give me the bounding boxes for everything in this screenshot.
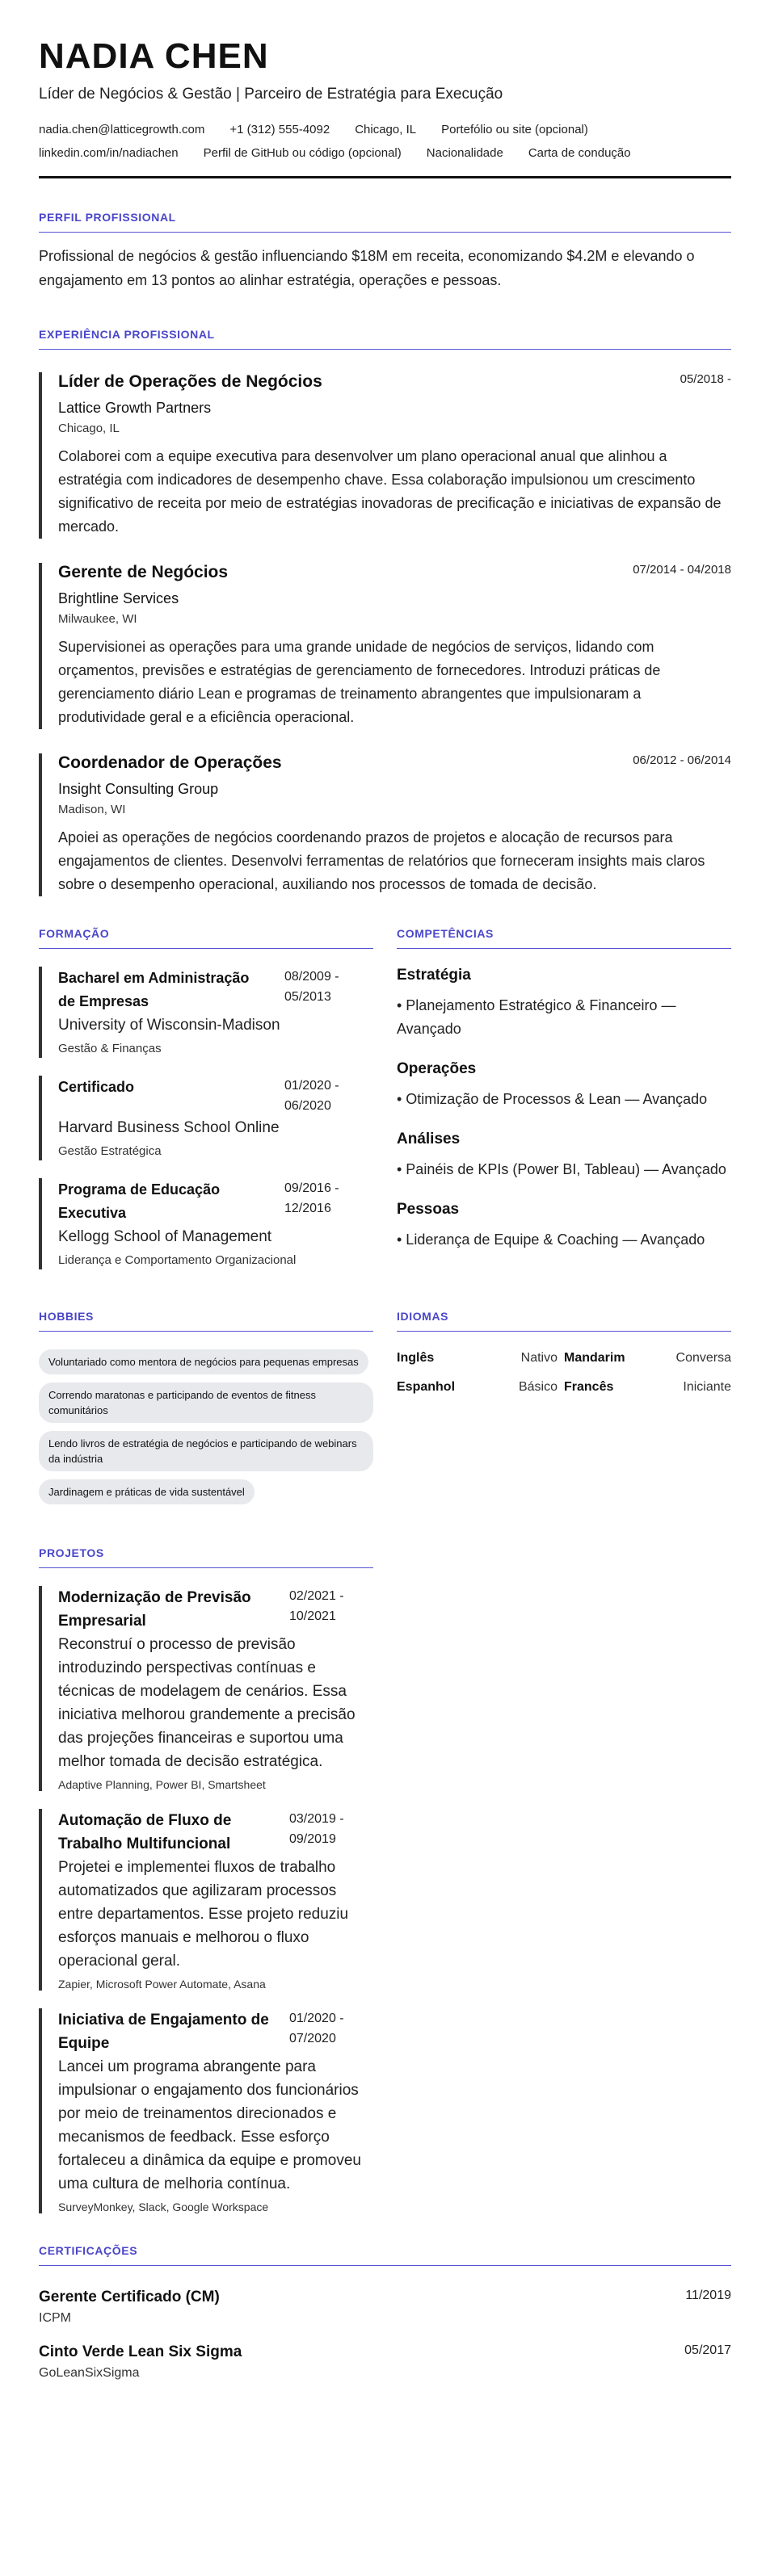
- summary-section: [39, 211, 731, 292]
- field-of-study: Liderança e Comportamento Organizacional: [58, 1253, 297, 1268]
- skill-category: Análises: [397, 1131, 461, 1148]
- job-location: Madison, WI: [58, 803, 126, 817]
- section-divider: [39, 232, 731, 233]
- contact-linkedin[interactable]: linkedin.com/in/nadiachen: [39, 146, 179, 161]
- project-dates: 01/2020 - 07/2020: [289, 2012, 344, 2046]
- project-tools: Adaptive Planning, Power BI, Smartsheet: [58, 1778, 266, 1792]
- language-name: Francês: [564, 1380, 614, 1395]
- contact-github[interactable]: Perfil de GitHub ou código (opcional): [203, 146, 402, 161]
- section-title: FORMAÇÃO: [39, 927, 110, 941]
- hobby-tag: Correndo maratonas e participando de eventos de fitness comunitários: [39, 1382, 373, 1423]
- hobby-tag: Voluntariado como mentora de negócios para pequenas empresas: [39, 1349, 368, 1374]
- experience-entry: [39, 372, 731, 539]
- education-entry: [39, 1076, 373, 1160]
- skill-category: Pessoas: [397, 1201, 460, 1219]
- job-title: Líder de Operações de Negócios: [58, 372, 322, 392]
- company-name: Insight Consulting Group: [58, 781, 219, 798]
- school-name: Kellogg School of Management: [58, 1228, 272, 1246]
- resume-header: [39, 37, 731, 178]
- language-name: Inglês: [397, 1351, 435, 1366]
- contact-portfolio[interactable]: Portefólio ou site (opcional): [441, 123, 588, 137]
- certification-issuer: GoLeanSixSigma: [39, 2366, 140, 2381]
- job-description: Colaborei com a equipe executiva para desenvolver um plano operacional anual que alinhou a estratégia com indicadores de desempenho chave. Essa colaboração impulsionou um crescimento significativo de receita por meio de estratégias inovadoras de precificação e iniciativas de expansão de mercado.: [58, 448, 722, 535]
- summary-text: Profissional de negócios & gestão influenciando $18M em receita, economizando $4.2M e elevando o engajamento em 13 pontos ao alinhar estratégia, operações e pessoas.: [39, 248, 695, 289]
- degree-title: Certificado: [58, 1079, 135, 1096]
- language-item: [397, 1380, 564, 1395]
- language-item: [397, 1351, 564, 1366]
- skill-category: Estratégia: [397, 967, 471, 984]
- skills-section: [397, 927, 731, 1269]
- field-of-study: Gestão Estratégica: [58, 1144, 162, 1159]
- skill-item: • Otimização de Processos & Lean — Avançado: [397, 1091, 708, 1108]
- section-title: HOBBIES: [39, 1310, 94, 1324]
- hobbies-languages-row: [39, 1310, 731, 1504]
- section-divider: [39, 948, 373, 949]
- contact-location: Chicago, IL: [355, 123, 417, 137]
- contact-phone[interactable]: +1 (312) 555-4092: [229, 123, 330, 137]
- project-title: Automação de Fluxo de Trabalho Multifuncional: [58, 1812, 232, 1853]
- job-title: Gerente de Negócios: [58, 563, 229, 582]
- headline: Líder de Negócios & Gestão | Parceiro de Estratégia para Execução: [39, 86, 503, 103]
- section-divider: [39, 1567, 373, 1568]
- certification-issuer: ICPM: [39, 2311, 71, 2326]
- contact-list: [39, 123, 731, 160]
- certification-date: 05/2017: [684, 2343, 731, 2358]
- degree-title: Bacharel em Administração de Empresas: [58, 970, 250, 1010]
- section-title: COMPETÊNCIAS: [397, 927, 494, 941]
- project-entry: [39, 1809, 373, 1991]
- project-dates: 02/2021 - 10/2021: [289, 1589, 344, 1624]
- degree-title: Programa de Educação Executiva: [58, 1181, 221, 1222]
- skill-group: [397, 1201, 731, 1252]
- skill-item: • Planejamento Estratégico & Financeiro — Avançado: [397, 997, 676, 1038]
- certifications-section: [39, 2244, 731, 2381]
- project-entry: [39, 1586, 373, 1791]
- contact-nationality: Nacionalidade: [426, 146, 503, 161]
- project-description: Projetei e implementei fluxos de trabalho automatizados que agilizaram processos entre departamentos. Esse projeto reduziu esforços manuais e melhorou o fluxo operacional geral.: [58, 1859, 349, 1970]
- project-description: Lancei um programa abrangente para impulsionar o engajamento dos funcionários por meio de treinamentos direcionados e mecanismos de feedback. Esse esforço fortaleceu a dinâmica da equipe e promoveu uma cultura de melhoria contínua.: [58, 2058, 361, 2193]
- section-divider: [397, 948, 731, 949]
- project-entry: [39, 2008, 373, 2213]
- education-section: [39, 927, 373, 1269]
- section-divider: [39, 349, 731, 350]
- company-name: Brightline Services: [58, 590, 179, 607]
- skill-group: [397, 967, 731, 1041]
- school-name: Harvard Business School Online: [58, 1119, 280, 1137]
- languages-section: [397, 1310, 731, 1504]
- skill-item: • Liderança de Equipe & Coaching — Avançado: [397, 1231, 705, 1248]
- job-description: Supervisionei as operações para uma grande unidade de negócios de serviços, lidando com orçamentos, previsões e estratégias de gerenciamento de fornecedores. Introduzi práticas de gerenciamento diário Lean e programas de treinamento abrangentes que impulsionaram a produtividade geral e a eficiência operacional.: [58, 639, 661, 726]
- projects-section: [39, 1546, 373, 2213]
- certification-date: 11/2019: [685, 2289, 731, 2303]
- job-dates: 07/2014 - 04/2018: [633, 563, 731, 577]
- certification-entry: [39, 2343, 731, 2381]
- project-tools: Zapier, Microsoft Power Automate, Asana: [58, 1978, 266, 1991]
- school-name: University of Wisconsin-Madison: [58, 1017, 280, 1034]
- project-title: Modernização de Previsão Empresarial: [58, 1589, 251, 1630]
- education-entry: [39, 967, 373, 1058]
- education-dates: 01/2020 - 06/2020: [284, 1079, 339, 1114]
- job-location: Milwaukee, WI: [58, 612, 137, 627]
- project-title: Iniciativa de Engajamento de Equipe: [58, 2012, 269, 2053]
- skill-group: [397, 1131, 731, 1181]
- language-name: Mandarim: [564, 1351, 625, 1366]
- project-tools: SurveyMonkey, Slack, Google Workspace: [58, 2201, 269, 2214]
- job-description: Apoiei as operações de negócios coordenando prazos de projetos e alocação de recursos para engajamentos de clientes. Desenvolvi ferramentas de relatórios que forneceram insights mais claros sobre o desempenho operacional, auxiliando nos processos de tomada de decisão.: [58, 829, 705, 893]
- section-divider: [39, 2265, 731, 2266]
- certification-name: Cinto Verde Lean Six Sigma: [39, 2343, 242, 2361]
- candidate-name: NADIA CHEN: [39, 36, 269, 76]
- skill-item: • Painéis de KPIs (Power BI, Tableau) — Avançado: [397, 1161, 726, 1178]
- education-entry: [39, 1178, 373, 1269]
- language-item: [564, 1351, 731, 1366]
- section-divider: [397, 1331, 731, 1332]
- skill-group: [397, 1060, 731, 1111]
- section-title: IDIOMAS: [397, 1310, 449, 1324]
- section-title: PROJETOS: [39, 1546, 104, 1560]
- job-location: Chicago, IL: [58, 422, 120, 436]
- job-dates: 06/2012 - 06/2014: [633, 753, 731, 768]
- contact-driving-license: Carta de condução: [528, 146, 631, 161]
- education-dates: 09/2016 - 12/2016: [284, 1181, 339, 1216]
- hobby-tag: Jardinagem e práticas de vida sustentável: [39, 1479, 255, 1504]
- project-description: Reconstruí o processo de previsão introduzindo perspectivas contínuas e técnicas de modelagem de cenários. Essa iniciativa melhorou grandemente a precisão das projeções financeiras e suportou uma melhor tomada de decisão estratégica.: [58, 1636, 356, 1771]
- experience-entry: [39, 753, 731, 896]
- section-title: CERTIFICAÇÕES: [39, 2244, 138, 2258]
- language-level: Nativo: [520, 1351, 558, 1366]
- education-dates: 08/2009 - 05/2013: [284, 970, 339, 1005]
- language-name: Espanhol: [397, 1380, 456, 1395]
- job-title: Coordenador de Operações: [58, 753, 282, 773]
- header-divider: [39, 176, 731, 178]
- section-title: PERFIL PROFISSIONAL: [39, 211, 176, 224]
- section-divider: [39, 1331, 373, 1332]
- hobby-tag: Lendo livros de estratégia de negócios e participando de webinars da indústria: [39, 1431, 373, 1471]
- language-level: Básico: [518, 1380, 558, 1395]
- hobbies-section: [39, 1310, 373, 1504]
- experience-entry: [39, 563, 731, 729]
- certification-entry: [39, 2289, 731, 2326]
- language-level: Iniciante: [683, 1380, 731, 1395]
- job-dates: 05/2018 -: [680, 372, 731, 387]
- section-title: EXPERIÊNCIA PROFISSIONAL: [39, 328, 215, 342]
- field-of-study: Gestão & Finanças: [58, 1042, 162, 1056]
- contact-email[interactable]: nadia.chen@latticegrowth.com: [39, 123, 205, 137]
- project-dates: 03/2019 - 09/2019: [289, 1812, 344, 1847]
- language-level: Conversa: [675, 1351, 731, 1366]
- education-skills-row: [39, 927, 731, 1269]
- certification-name: Gerente Certificado (CM): [39, 2289, 220, 2306]
- company-name: Lattice Growth Partners: [58, 400, 212, 417]
- language-item: [564, 1380, 731, 1395]
- skill-category: Operações: [397, 1060, 477, 1078]
- experience-section: [39, 328, 731, 896]
